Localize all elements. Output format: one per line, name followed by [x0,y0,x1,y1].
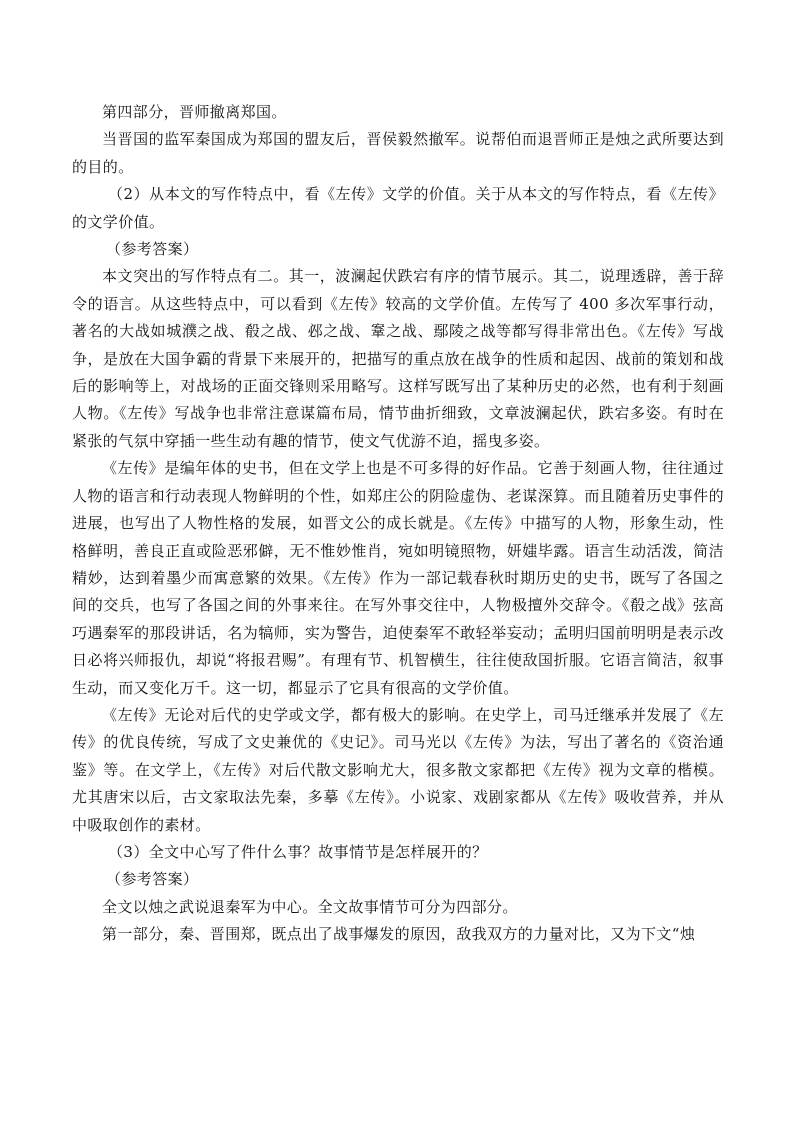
paragraph-jin-withdraw: 当晋国的监军秦国成为郑国的盟友后，晋侯毅然撤军。说帮伯而退晋师正是烛之武所要达到的目的。 [72,130,724,176]
answer-label-2: （参考答案） [106,240,199,259]
question-3: （3）全文中心写了件什么事？故事情节是怎样展开的？ [108,842,488,861]
paragraph-writing-features: 本文突出的写作特点有二。其一，波澜起伏跌宕有序的情节展示。其二，说理透辟，善于辞令的语言。从这些特点中，可以看到《左传》较高的文学价值。左传写了 400 多次军事行动，著名的大战如城濮之战、殽之战、邲之战、鞌之战、鄢陵之战等都写得非常出色。《左传》写战争，是放在大国争霸的背景下来展开的，把描写的重点放在战争的性质和起因、战前的策划和战后的影响等上，对战场的正面交锋则采用略写。这样写既写出了某种历史的必然，也有利于刻画人物。《左传》写战争也非常注意谋篇布局，情节曲折细致，文章波澜起伏，跌宕多姿。有时在紧张的气氛中穿插一些生动有趣的情节，使文气优游不迫，摇曳多姿。 [72,267,724,450]
answer-label-3: （参考答案） [106,870,199,889]
paragraph-zuozhuan-influence: 《左传》无论对后代的史学或文学，都有极大的影响。在史学上，司马迁继承并发展了《左传》的优良传统，写成了文史兼优的《史记》。司马光以《左传》为法，写出了著名的《资治通鉴》等。在文学上，《左传》对后代散文影响尤大，很多散文家都把《左传》视为文章的楷模。尤其唐宋以后，古文家取法先秦，多摹《左传》。小说家、戏剧家都从《左传》吸收营养，并从中吸取创作的素材。 [72,705,724,834]
question-2: （2）从本文的写作特点中，看《左传》文学的价值。关于从本文的写作特点，看《左传》的文学价值。 [72,185,724,231]
document-page [72,99,724,949]
paragraph-central-event: 全文以烛之武说退秦军为中心。全文故事情节可分为四部分。 [102,897,518,916]
paragraph-part-four: 第四部分，晋师撤离郑国。 [102,103,287,121]
paragraph-zuozhuan-literature: 《左传》是编年体的史书，但在文学上也是不可多得的好作品。它善于刻画人物，往往通过人物的语言和行动表现人物鲜明的个性，如郑庄公的阴险虚伪、老谋深算。而且随着历史事件的进展，也写出了人物性格的发展，如晋文公的成长就是。《左传》中描写的人物，形象生动，性格鲜明，善良正直或险恶邪僻，无不惟妙惟肖，宛如明镜照物，妍媸毕露。语言生动活泼，简洁精妙，达到着墨少而寓意繁的效果。《左传》作为一部记载春秋时期历史的史书，既写了各国之间的交兵，也写了各国之间的外事来往。在写外事交往中，人物极擅外交辞令。《殽之战》弦高巧遇秦军的那段讲话，名为犒师，实为警告，迫使秦军不敢轻举妄动；孟明归国前明明是表示改日必将兴师报仇，却说“将报君赐”。有理有节、机智横生，往往使敌国折服。它语言简洁，叙事生动，而又变化万千。这一切，都显示了它具有很高的文学价值。 [72,459,724,697]
paragraph-part-one: 第一部分，秦、晋围郑，既点出了战事爆发的原因，敌我双方的力量对比，又为下文“烛 [102,925,696,944]
